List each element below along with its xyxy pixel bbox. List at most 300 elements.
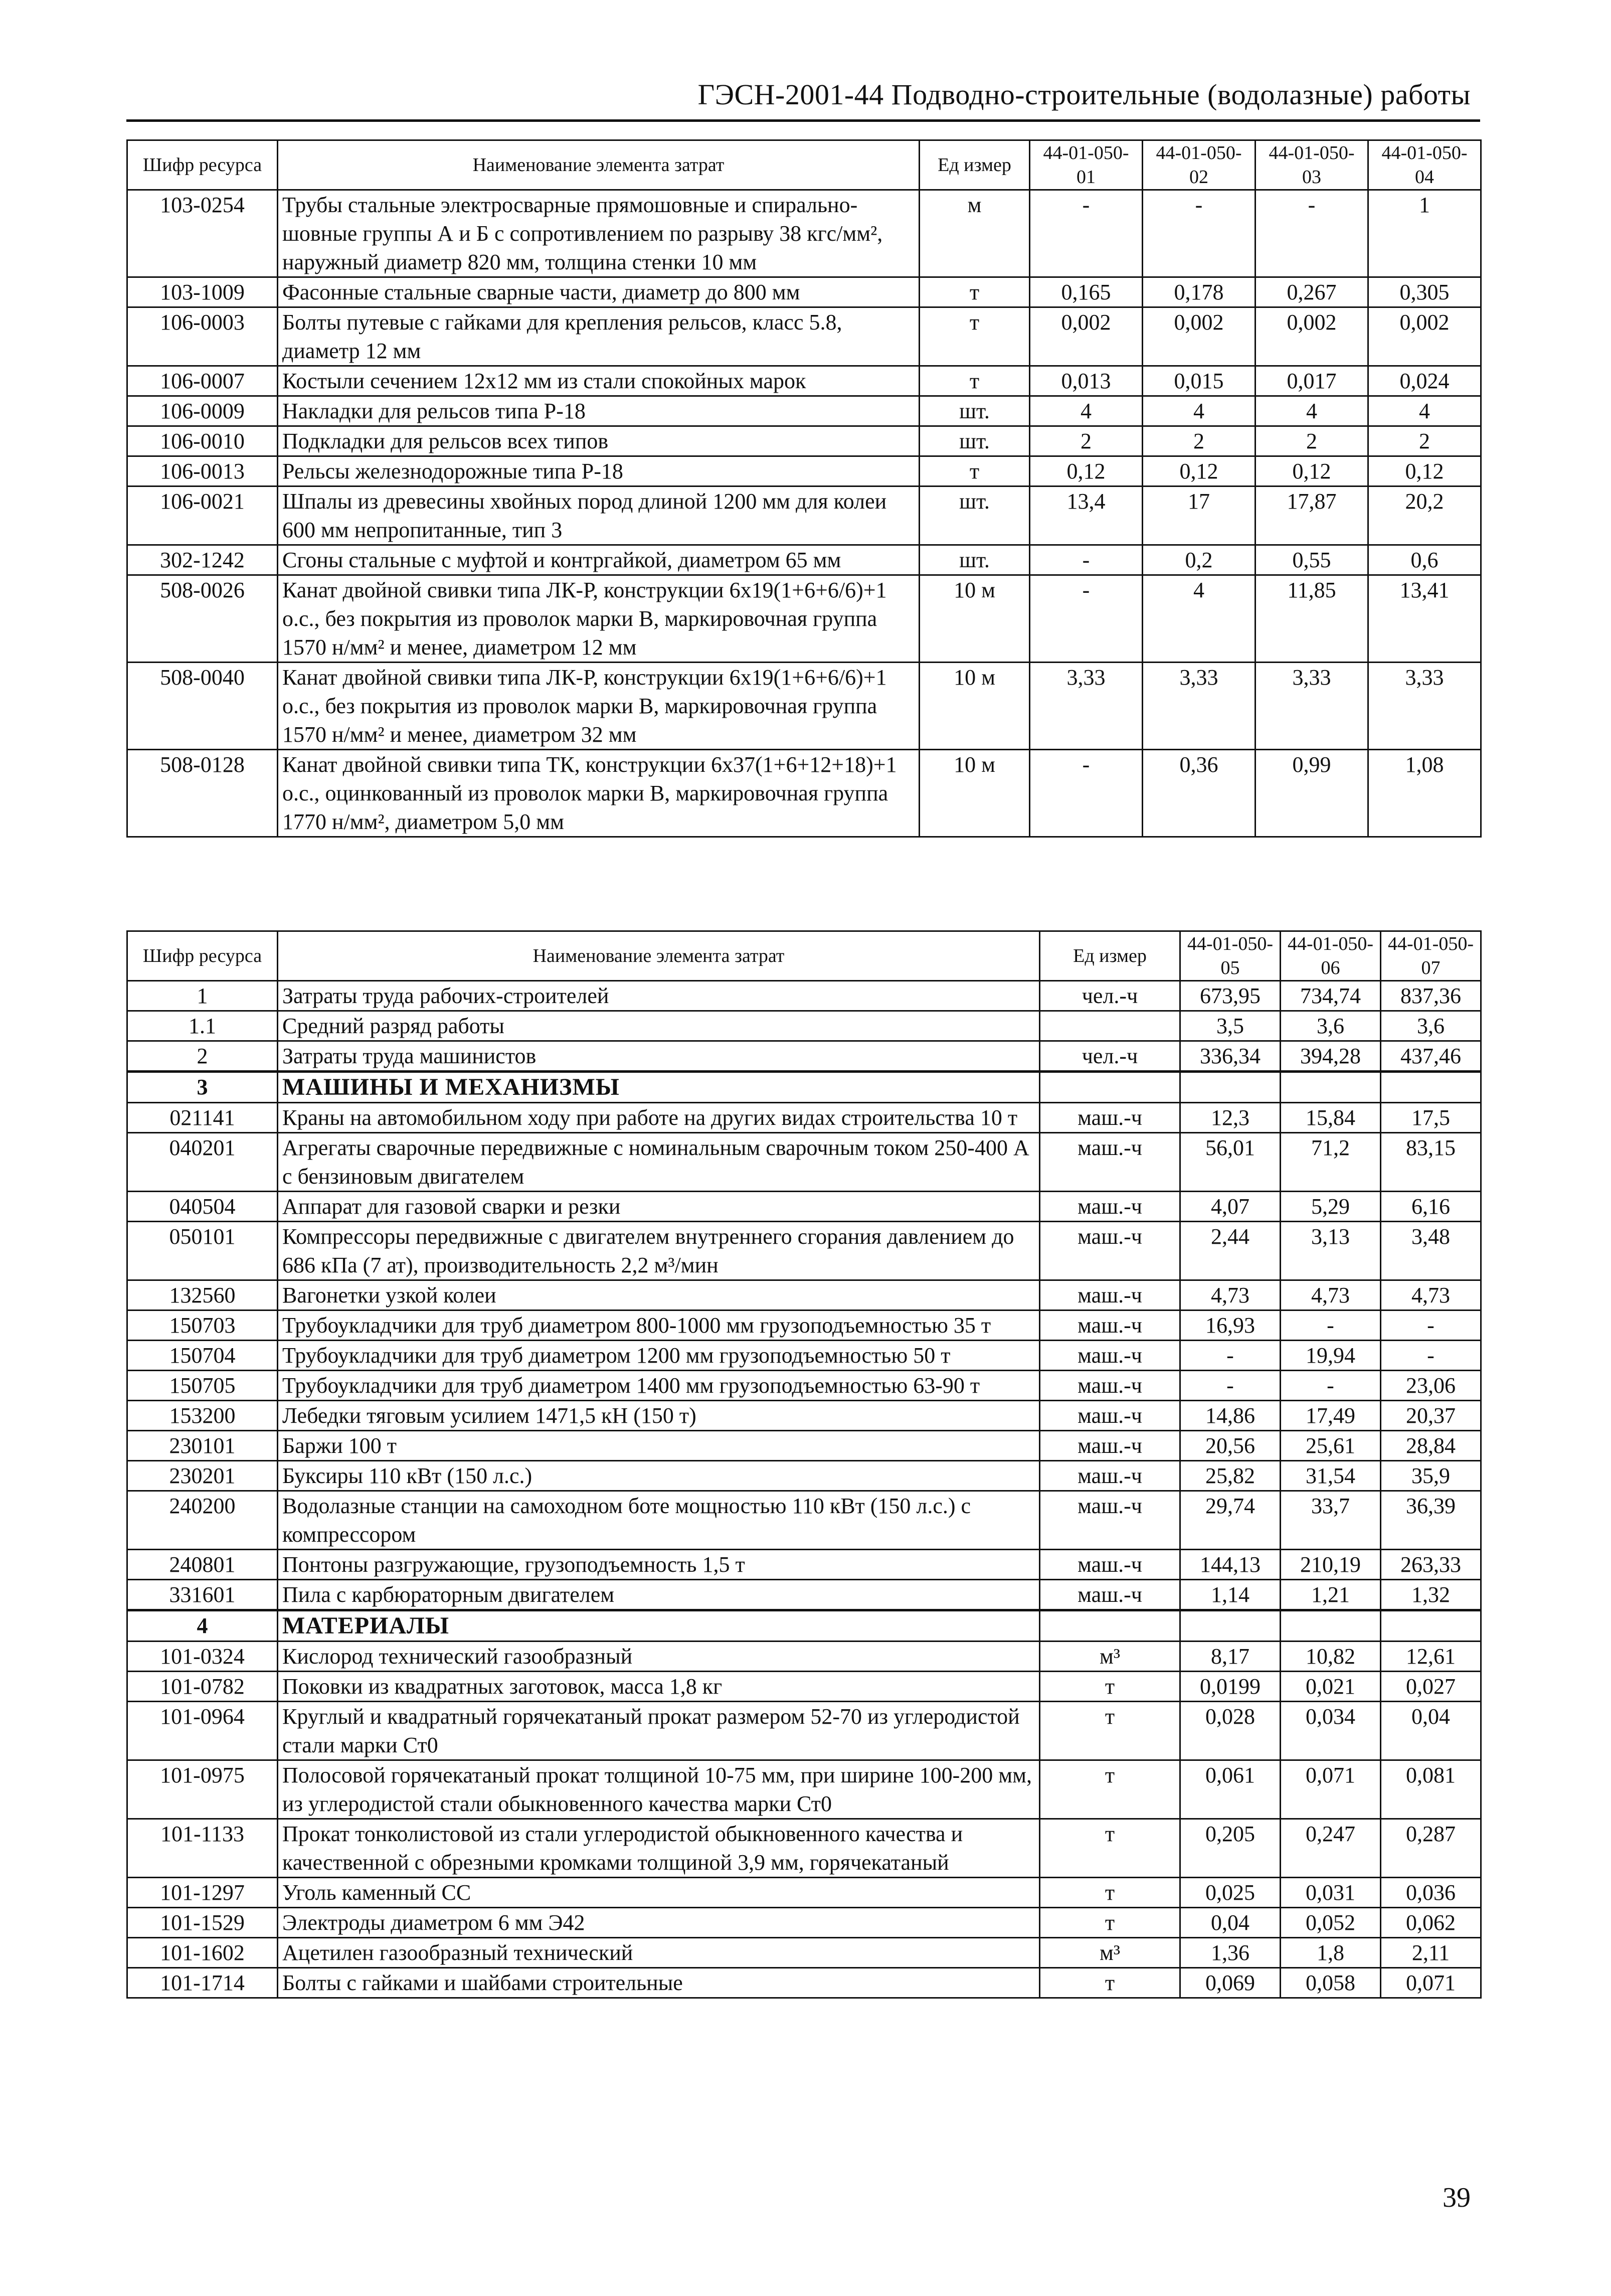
cost-element-name-cell: Затраты труда рабочих-строителей [278, 981, 1040, 1011]
cost-element-name-cell: Аппарат для газовой сварки и резки [278, 1192, 1040, 1222]
column-header-norm: 44-01-050-07 [1381, 931, 1481, 981]
norm-value-cell: 0,081 [1381, 1760, 1481, 1819]
norm-value-cell: 0,002 [1030, 307, 1143, 366]
cost-element-name-cell: Фасонные стальные сварные части, диаметр до 800 мм [278, 277, 920, 307]
norm-value-cell: 25,82 [1180, 1461, 1281, 1491]
norm-value-cell: 0,002 [1368, 307, 1481, 366]
norm-value-cell: 1,32 [1381, 1580, 1481, 1610]
cost-element-name-cell: Подкладки для рельсов всех типов [278, 426, 920, 456]
norm-value-cell: 0,178 [1143, 277, 1256, 307]
norm-value-cell: 19,94 [1281, 1341, 1381, 1371]
norm-value-cell: 0,165 [1030, 277, 1143, 307]
norm-value-cell: 0,12 [1256, 456, 1368, 486]
norm-value-cell: 15,84 [1281, 1103, 1381, 1133]
norm-value-cell: 4,73 [1281, 1280, 1381, 1310]
norm-value-cell: 0,034 [1281, 1702, 1381, 1760]
resource-code-cell: 040504 [127, 1192, 278, 1222]
unit-cell: шт. [920, 396, 1030, 426]
norm-value-cell: 20,37 [1381, 1401, 1481, 1431]
table-row [127, 1702, 1481, 1760]
norm-value-cell [1381, 1072, 1481, 1103]
resource-code-cell: 3 [127, 1072, 278, 1103]
unit-cell: маш.-ч [1040, 1580, 1180, 1610]
section-title: МАТЕРИАЛЫ [282, 1612, 449, 1639]
norm-value-cell: 3,33 [1030, 663, 1143, 750]
norm-value-cell [1381, 1610, 1481, 1642]
table-row [127, 1011, 1481, 1041]
resource-code-cell: 101-0964 [127, 1702, 278, 1760]
table-row [127, 1908, 1481, 1938]
unit-cell: т [1040, 1908, 1180, 1938]
norm-value-cell: - [1030, 575, 1143, 663]
resource-code-cell: 150703 [127, 1310, 278, 1341]
unit-cell: т [920, 307, 1030, 366]
table-row [127, 1103, 1481, 1133]
norm-value-cell: 0,031 [1281, 1878, 1381, 1908]
resource-code-cell: 103-1009 [127, 277, 278, 307]
table-row [127, 1280, 1481, 1310]
unit-cell: 10 м [920, 663, 1030, 750]
norm-value-cell [1281, 1072, 1381, 1103]
norm-value-cell: 4,07 [1180, 1192, 1281, 1222]
table-row [127, 750, 1481, 837]
resource-code-cell: 302-1242 [127, 545, 278, 575]
resource-code-cell: 050101 [127, 1222, 278, 1280]
unit-cell: маш.-ч [1040, 1491, 1180, 1550]
norm-value-cell: - [1030, 750, 1143, 837]
norm-value-cell: 4 [1368, 396, 1481, 426]
table-row [127, 1192, 1481, 1222]
norm-value-cell: 4 [1256, 396, 1368, 426]
norm-value-cell: 0,002 [1256, 307, 1368, 366]
norm-value-cell: 0,025 [1180, 1878, 1281, 1908]
norm-value-cell: 1,14 [1180, 1580, 1281, 1610]
resource-code-cell: 331601 [127, 1580, 278, 1610]
table-row [127, 277, 1481, 307]
norm-value-cell: 0,021 [1281, 1672, 1381, 1702]
column-header-code: Шифр ресурса [127, 931, 278, 981]
norm-value-cell: 673,95 [1180, 981, 1281, 1011]
norm-value-cell: 0,013 [1030, 366, 1143, 396]
norm-value-cell: 71,2 [1281, 1133, 1381, 1192]
norm-value-cell: 12,3 [1180, 1103, 1281, 1133]
table-row [127, 575, 1481, 663]
table-row [127, 1491, 1481, 1550]
cost-element-name-cell: Лебедки тяговым усилием 1471,5 кН (150 т) [278, 1401, 1040, 1431]
table-row [127, 663, 1481, 750]
norm-value-cell: 2 [1143, 426, 1256, 456]
norm-value-cell: 6,16 [1381, 1192, 1481, 1222]
cost-element-name-cell: Буксиры 110 кВт (150 л.с.) [278, 1461, 1040, 1491]
norm-value-cell: 3,13 [1281, 1222, 1381, 1280]
norm-value-cell: 0,12 [1368, 456, 1481, 486]
resource-code-cell: 040201 [127, 1133, 278, 1192]
unit-cell: т [1040, 1672, 1180, 1702]
section-row [127, 1072, 1481, 1103]
table-row [127, 1672, 1481, 1702]
cost-element-name-cell: Поковки из квадратных заготовок, масса 1,8 кг [278, 1672, 1040, 1702]
column-header-name: Наименование элемента затрат [278, 931, 1040, 981]
cost-element-name-cell: Краны на автомобильном ходу при работе на других видах строительства 10 т [278, 1103, 1040, 1133]
cost-element-name-cell: Пила с карбюраторным двигателем [278, 1580, 1040, 1610]
unit-cell: т [1040, 1702, 1180, 1760]
resource-code-cell: 101-0324 [127, 1642, 278, 1672]
table-row [127, 190, 1481, 277]
column-header-norm: 44-01-050-05 [1180, 931, 1281, 981]
resource-code-cell: 101-1714 [127, 1968, 278, 1998]
unit-cell: маш.-ч [1040, 1371, 1180, 1401]
norm-value-cell: 36,39 [1381, 1491, 1481, 1550]
cost-element-name-cell: Агрегаты сварочные передвижные с номинальным сварочным током 250-400 А с бензиновым двигателем [278, 1133, 1040, 1192]
norm-value-cell: - [1381, 1341, 1481, 1371]
unit-cell: чел.-ч [1040, 981, 1180, 1011]
norm-value-cell: 1,08 [1368, 750, 1481, 837]
norm-value-cell: 4 [1030, 396, 1143, 426]
column-header-name: Наименование элемента затрат [278, 140, 920, 190]
resource-code-cell: 103-0254 [127, 190, 278, 277]
cost-element-name-cell: Сгоны стальные с муфтой и контргайкой, диаметром 65 мм [278, 545, 920, 575]
table-row [127, 1642, 1481, 1672]
resource-code-cell: 021141 [127, 1103, 278, 1133]
norm-value-cell: 0,061 [1180, 1760, 1281, 1819]
table-row [127, 1401, 1481, 1431]
resource-code-cell: 101-1602 [127, 1938, 278, 1968]
norm-value-cell: 17,49 [1281, 1401, 1381, 1431]
norm-value-cell: 8,17 [1180, 1642, 1281, 1672]
unit-cell: маш.-ч [1040, 1550, 1180, 1580]
unit-cell: маш.-ч [1040, 1192, 1180, 1222]
resource-code-cell: 240801 [127, 1550, 278, 1580]
column-header-norm: 44-01-050-01 [1030, 140, 1143, 190]
table-row [127, 1341, 1481, 1371]
norm-value-cell: 23,06 [1381, 1371, 1481, 1401]
resource-code-cell: 508-0128 [127, 750, 278, 837]
norm-value-cell: - [1030, 190, 1143, 277]
table-row [127, 1550, 1481, 1580]
norm-value-cell: 35,9 [1381, 1461, 1481, 1491]
cost-element-name-cell: Баржи 100 т [278, 1431, 1040, 1461]
norm-value-cell: 0,071 [1381, 1968, 1481, 1998]
resource-code-cell: 230101 [127, 1431, 278, 1461]
unit-cell: маш.-ч [1040, 1103, 1180, 1133]
unit-cell: маш.-ч [1040, 1431, 1180, 1461]
unit-cell [1040, 1011, 1180, 1041]
norm-value-cell [1180, 1610, 1281, 1642]
resource-code-cell: 150704 [127, 1341, 278, 1371]
cost-element-name-cell: Электроды диаметром 6 мм Э42 [278, 1908, 1040, 1938]
cost-element-name-cell: Компрессоры передвижные с двигателем внутреннего сгорания давлением до 686 кПа (7 ат), производительность 2,2 м³/мин [278, 1222, 1040, 1280]
table-row [127, 366, 1481, 396]
norm-value-cell: 0,052 [1281, 1908, 1381, 1938]
norm-value-cell: 0,55 [1256, 545, 1368, 575]
norm-value-cell: 16,93 [1180, 1310, 1281, 1341]
resource-code-cell: 106-0021 [127, 486, 278, 545]
cost-element-name-cell: Канат двойной свивки типа ТК, конструкции 6х37(1+6+12+18)+1 о.с., оцинкованный из проволок марки В, маркировочная группа 1770 н/мм², диаметром 5,0 мм [278, 750, 920, 837]
cost-element-name-cell: Трубоукладчики для труб диаметром 800-1000 мм грузоподъемностью 35 т [278, 1310, 1040, 1341]
norm-value-cell: 0,205 [1180, 1819, 1281, 1878]
unit-cell: маш.-ч [1040, 1310, 1180, 1341]
norm-value-cell [1281, 1610, 1381, 1642]
column-header-norm: 44-01-050-02 [1143, 140, 1256, 190]
norm-value-cell: 0,027 [1381, 1672, 1481, 1702]
norm-value-cell: 17,5 [1381, 1103, 1481, 1133]
resource-code-cell: 101-1297 [127, 1878, 278, 1908]
norm-value-cell: 2 [1256, 426, 1368, 456]
resource-code-cell: 101-1529 [127, 1908, 278, 1938]
norm-value-cell: 5,29 [1281, 1192, 1381, 1222]
cost-element-name-cell: Водолазные станции на самоходном боте мощностью 110 кВт (150 л.с.) с компрессором [278, 1491, 1040, 1550]
norm-value-cell: 734,74 [1281, 981, 1381, 1011]
norm-value-cell: 437,46 [1381, 1041, 1481, 1072]
table-header-row [127, 931, 1481, 981]
norm-value-cell: 0,069 [1180, 1968, 1281, 1998]
unit-cell: маш.-ч [1040, 1222, 1180, 1280]
norm-value-cell: 0,062 [1381, 1908, 1481, 1938]
table-row [127, 981, 1481, 1011]
cost-element-name-cell: Прокат тонколистовой из стали углеродистой обыкновенного качества и качественной с обрезными кромками толщиной 3,9 мм, горячекатаный [278, 1819, 1040, 1878]
unit-cell: т [920, 366, 1030, 396]
unit-cell: т [1040, 1760, 1180, 1819]
cost-element-name-cell: Болты путевые с гайками для крепления рельсов, класс 5.8, диаметр 12 мм [278, 307, 920, 366]
table-row [127, 1968, 1481, 1998]
norm-value-cell: 0,036 [1381, 1878, 1481, 1908]
norm-value-cell: - [1256, 190, 1368, 277]
table-row [127, 1222, 1481, 1280]
resource-code-cell: 132560 [127, 1280, 278, 1310]
resource-code-cell: 4 [127, 1610, 278, 1642]
resource-code-cell: 2 [127, 1041, 278, 1072]
column-header-unit: Ед измер [920, 140, 1030, 190]
norm-value-cell: 12,61 [1381, 1642, 1481, 1672]
norm-value-cell: 0,6 [1368, 545, 1481, 575]
cost-element-name-cell: Болты с гайками и шайбами строительные [278, 1968, 1040, 1998]
table-row [127, 1580, 1481, 1610]
table-row [127, 1041, 1481, 1072]
table-row [127, 1461, 1481, 1491]
column-header-unit: Ед измер [1040, 931, 1180, 981]
norm-value-cell: 2 [1368, 426, 1481, 456]
norm-value-cell: 1,8 [1281, 1938, 1381, 1968]
norm-value-cell: - [1281, 1310, 1381, 1341]
cost-element-name-cell: Рельсы железнодорожные типа Р-18 [278, 456, 920, 486]
table-row [127, 545, 1481, 575]
header-rule [126, 119, 1480, 122]
norm-value-cell: 11,85 [1256, 575, 1368, 663]
unit-cell: 10 м [920, 750, 1030, 837]
norm-value-cell: 0,12 [1143, 456, 1256, 486]
cost-element-name-cell: Полосовой горячекатаный прокат толщиной 10-75 мм, при ширине 100-200 мм, из углеродистой стали обыкновенного качества марки Ст0 [278, 1760, 1040, 1819]
table-row [127, 1760, 1481, 1819]
norm-value-cell: 3,33 [1368, 663, 1481, 750]
unit-cell: м³ [1040, 1938, 1180, 1968]
table-row [127, 426, 1481, 456]
norm-value-cell: - [1180, 1341, 1281, 1371]
resource-code-cell: 1 [127, 981, 278, 1011]
norm-value-cell: 1 [1368, 190, 1481, 277]
table-row [127, 1819, 1481, 1878]
resource-code-cell: 101-0782 [127, 1672, 278, 1702]
unit-cell: маш.-ч [1040, 1341, 1180, 1371]
unit-cell: м³ [1040, 1642, 1180, 1672]
table-row [127, 307, 1481, 366]
cost-element-name-cell: Ацетилен газообразный технический [278, 1938, 1040, 1968]
cost-element-name-cell: Круглый и квадратный горячекатаный прокат размером 52-70 из углеродистой стали марки Ст0 [278, 1702, 1040, 1760]
unit-cell: т [920, 277, 1030, 307]
norm-value-cell: 0,0199 [1180, 1672, 1281, 1702]
cost-element-name-cell: Трубоукладчики для труб диаметром 1200 мм грузоподъемностью 50 т [278, 1341, 1040, 1371]
norm-value-cell: 0,071 [1281, 1760, 1381, 1819]
norm-value-cell: - [1143, 190, 1256, 277]
cost-element-name-cell: Понтоны разгружающие, грузоподъемность 1,5 т [278, 1550, 1040, 1580]
norm-value-cell: 0,017 [1256, 366, 1368, 396]
norm-value-cell: 394,28 [1281, 1041, 1381, 1072]
norm-value-cell: 0,015 [1143, 366, 1256, 396]
resource-code-cell: 1.1 [127, 1011, 278, 1041]
norm-value-cell: 17 [1143, 486, 1256, 545]
cost-element-name-cell: Канат двойной свивки типа ЛК-Р, конструкции 6х19(1+6+6/6)+1 о.с., без покрытия из проволок марки В, маркировочная группа 1570 н/мм² и менее, диаметром 32 мм [278, 663, 920, 750]
section-row [127, 1610, 1481, 1642]
table-row [127, 396, 1481, 426]
norm-value-cell: - [1381, 1310, 1481, 1341]
norm-value-cell: 3,6 [1281, 1011, 1381, 1041]
norm-value-cell: 0,36 [1143, 750, 1256, 837]
norm-value-cell: 4 [1143, 396, 1256, 426]
resource-code-cell: 230201 [127, 1461, 278, 1491]
resource-code-cell: 101-1133 [127, 1819, 278, 1878]
table-row [127, 1938, 1481, 1968]
norm-value-cell: 837,36 [1381, 981, 1481, 1011]
cost-element-name-cell: Костыли сечением 12х12 мм из стали спокойных марок [278, 366, 920, 396]
norm-value-cell: 3,33 [1143, 663, 1256, 750]
page-header-title: ГЭСН-2001-44 Подводно-строительные (водолазные) работы [697, 78, 1471, 111]
norm-value-cell: 0,04 [1381, 1702, 1481, 1760]
norm-value-cell: 13,41 [1368, 575, 1481, 663]
section-title-cell [278, 1610, 1040, 1642]
norm-value-cell: 0,12 [1030, 456, 1143, 486]
resource-table-1 [126, 139, 1482, 838]
section-title: МАШИНЫ И МЕХАНИЗМЫ [282, 1074, 620, 1100]
norm-value-cell: 31,54 [1281, 1461, 1381, 1491]
norm-value-cell: 0,024 [1368, 366, 1481, 396]
unit-cell: т [1040, 1878, 1180, 1908]
norm-value-cell: 13,4 [1030, 486, 1143, 545]
norm-value-cell: 0,028 [1180, 1702, 1281, 1760]
norm-value-cell: 0,247 [1281, 1819, 1381, 1878]
unit-cell: чел.-ч [1040, 1041, 1180, 1072]
norm-value-cell: 2,11 [1381, 1938, 1481, 1968]
resource-code-cell: 106-0009 [127, 396, 278, 426]
unit-cell: шт. [920, 426, 1030, 456]
norm-value-cell: 2,44 [1180, 1222, 1281, 1280]
norm-value-cell: 2 [1030, 426, 1143, 456]
column-header-norm: 44-01-050-03 [1256, 140, 1368, 190]
cost-element-name-cell: Трубы стальные электросварные прямошовные и спирально-шовные группы А и Б с сопротивлением по разрыву 38 кгс/мм², наружный диаметр 820 мм, толщина стенки 10 мм [278, 190, 920, 277]
cost-element-name-cell: Шпалы из древесины хвойных пород длиной 1200 мм для колеи 600 мм непропитанные, тип 3 [278, 486, 920, 545]
cost-element-name-cell: Средний разряд работы [278, 1011, 1040, 1041]
table-row [127, 486, 1481, 545]
norm-value-cell: 0,287 [1381, 1819, 1481, 1878]
column-header-code: Шифр ресурса [127, 140, 278, 190]
norm-value-cell: 0,99 [1256, 750, 1368, 837]
norm-value-cell: 33,7 [1281, 1491, 1381, 1550]
norm-value-cell: 20,56 [1180, 1431, 1281, 1461]
norm-value-cell [1180, 1072, 1281, 1103]
resource-code-cell: 153200 [127, 1401, 278, 1431]
norm-value-cell: 1,21 [1281, 1580, 1381, 1610]
norm-value-cell: - [1030, 545, 1143, 575]
norm-value-cell: 3,48 [1381, 1222, 1481, 1280]
resource-code-cell: 106-0013 [127, 456, 278, 486]
norm-value-cell: 17,87 [1256, 486, 1368, 545]
unit-cell [1040, 1610, 1180, 1642]
norm-value-cell: 4,73 [1381, 1280, 1481, 1310]
norm-value-cell: 3,33 [1256, 663, 1368, 750]
norm-value-cell: 10,82 [1281, 1642, 1381, 1672]
norm-value-cell: 3,6 [1381, 1011, 1481, 1041]
resource-code-cell: 106-0010 [127, 426, 278, 456]
resource-code-cell: 150705 [127, 1371, 278, 1401]
norm-value-cell: 20,2 [1368, 486, 1481, 545]
unit-cell: маш.-ч [1040, 1133, 1180, 1192]
unit-cell: 10 м [920, 575, 1030, 663]
page-number: 39 [1443, 2182, 1471, 2213]
norm-value-cell: 28,84 [1381, 1431, 1481, 1461]
table-row [127, 1431, 1481, 1461]
cost-element-name-cell: Накладки для рельсов типа Р-18 [278, 396, 920, 426]
norm-value-cell: 0,058 [1281, 1968, 1381, 1998]
norm-value-cell: 0,002 [1143, 307, 1256, 366]
cost-element-name-cell: Кислород технический газообразный [278, 1642, 1040, 1672]
norm-value-cell: 210,19 [1281, 1550, 1381, 1580]
table-row [127, 1878, 1481, 1908]
norm-value-cell: 1,36 [1180, 1938, 1281, 1968]
norm-value-cell: 4 [1143, 575, 1256, 663]
resource-code-cell: 101-0975 [127, 1760, 278, 1819]
norm-value-cell: 263,33 [1381, 1550, 1481, 1580]
norm-value-cell: 0,2 [1143, 545, 1256, 575]
norm-value-cell: 14,86 [1180, 1401, 1281, 1431]
unit-cell: маш.-ч [1040, 1401, 1180, 1431]
norm-value-cell: 336,34 [1180, 1041, 1281, 1072]
unit-cell: маш.-ч [1040, 1461, 1180, 1491]
cost-element-name-cell: Уголь каменный СС [278, 1878, 1040, 1908]
norm-value-cell: 4,73 [1180, 1280, 1281, 1310]
table-row [127, 456, 1481, 486]
cost-element-name-cell: Вагонетки узкой колеи [278, 1280, 1040, 1310]
unit-cell: м [920, 190, 1030, 277]
column-header-norm: 44-01-050-06 [1281, 931, 1381, 981]
norm-value-cell: 83,15 [1381, 1133, 1481, 1192]
unit-cell: т [1040, 1819, 1180, 1878]
norm-value-cell: 56,01 [1180, 1133, 1281, 1192]
norm-value-cell: 29,74 [1180, 1491, 1281, 1550]
cost-element-name-cell: Трубоукладчики для труб диаметром 1400 мм грузоподъемностью 63-90 т [278, 1371, 1040, 1401]
column-header-norm: 44-01-050-04 [1368, 140, 1481, 190]
norm-value-cell: 0,267 [1256, 277, 1368, 307]
resource-code-cell: 508-0040 [127, 663, 278, 750]
table-row [127, 1310, 1481, 1341]
resource-code-cell: 508-0026 [127, 575, 278, 663]
norm-value-cell: 144,13 [1180, 1550, 1281, 1580]
resource-code-cell: 106-0003 [127, 307, 278, 366]
unit-cell: шт. [920, 486, 1030, 545]
resource-table-2 [126, 930, 1482, 1999]
norm-value-cell: 25,61 [1281, 1431, 1381, 1461]
resource-code-cell: 106-0007 [127, 366, 278, 396]
table-row [127, 1133, 1481, 1192]
unit-cell: маш.-ч [1040, 1280, 1180, 1310]
unit-cell [1040, 1072, 1180, 1103]
